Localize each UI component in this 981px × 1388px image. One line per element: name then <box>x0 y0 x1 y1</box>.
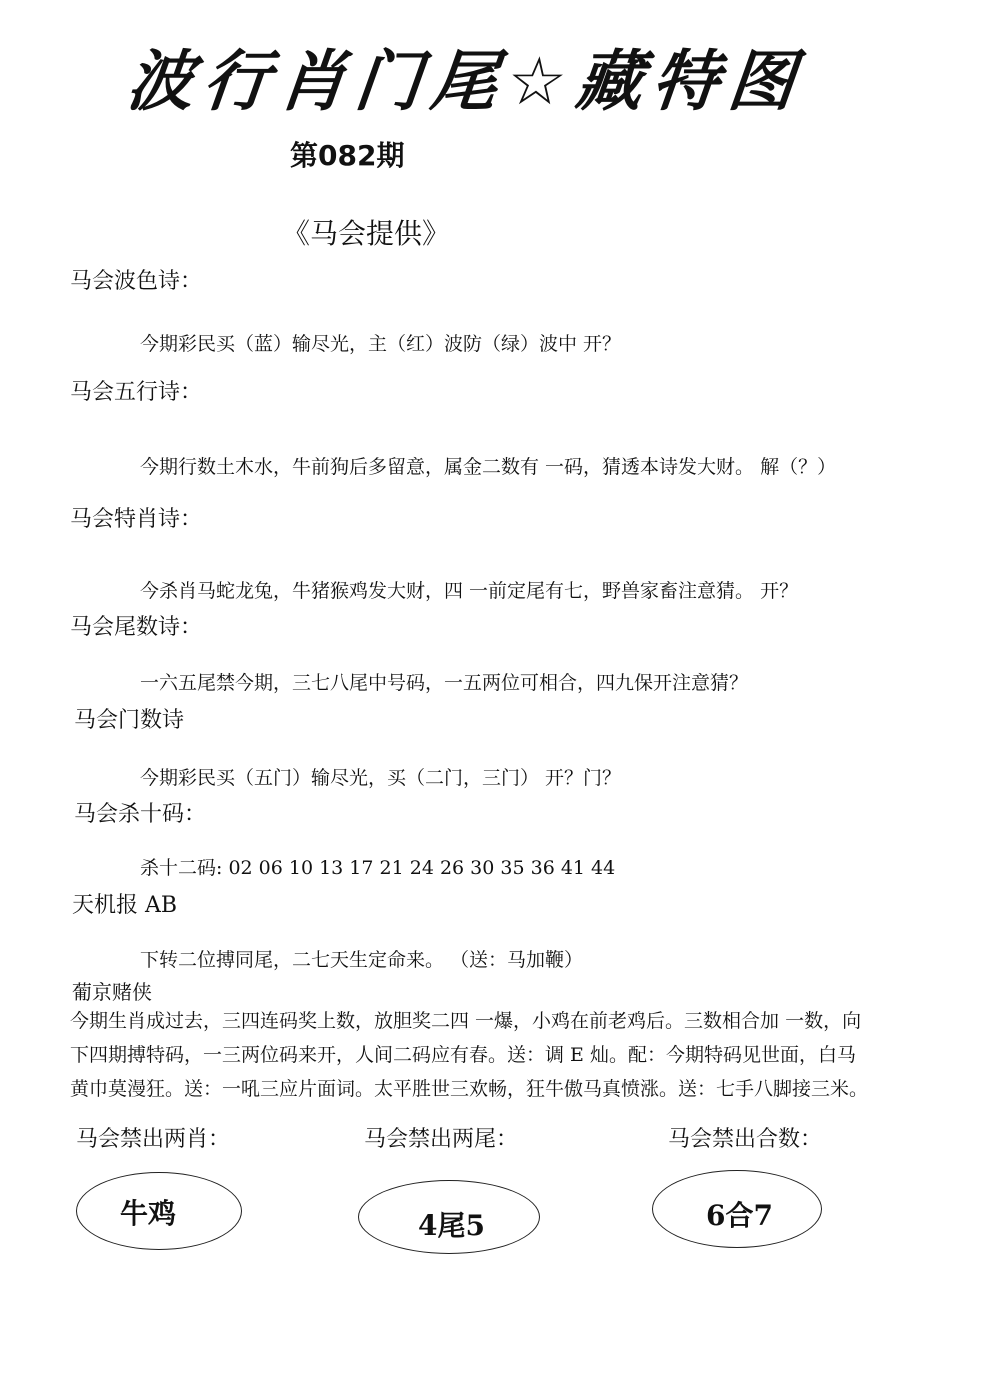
section-heading: 马会特肖诗： <box>70 507 203 532</box>
final-section-paragraph <box>70 1004 910 1106</box>
section-text: 一六五尾禁今期，三七八尾中号码，一五两位可相合，四九保开注意猜？ <box>140 672 749 694</box>
ban-value: 6合7 <box>706 1199 773 1232</box>
final-section-heading: 葡京赌侠 <box>72 980 152 1004</box>
section-text: 今期彩民买（五门）输尽光，买（二门，三门） 开？门？ <box>140 767 622 789</box>
paragraph-line: 黄巾莫漫狂。送：一吼三应片面词。太平胜世三欢畅，狂牛傲马真愤涨。送：七手八脚接三米。 <box>70 1078 869 1100</box>
ban-label: 马会禁出合数： <box>668 1127 823 1152</box>
section-heading: 马会杀十码： <box>74 802 207 827</box>
ban-value: 4尾5 <box>418 1209 485 1242</box>
section-heading: 马会门数诗 <box>74 708 185 733</box>
ban-label: 马会禁出两肖： <box>76 1127 231 1152</box>
section-text: 杀十二码: 02 06 10 13 17 21 24 26 30 35 36 41 44 <box>140 857 616 879</box>
paragraph-line: 今期生肖成过去，三四连码奖上数，放胆奖二四 一爆，小鸡在前老鸡后。三数相合加 一数，向 <box>70 1010 862 1032</box>
section-text: 今杀肖马蛇龙兔，牛猪猴鸡发大财，四 一前定尾有七，野兽家畜注意猜。 开？ <box>140 580 799 602</box>
page-title: 波行肖门尾☆藏特图 <box>123 43 809 120</box>
section-heading: 马会波色诗： <box>70 269 203 294</box>
ban-label: 马会禁出两尾： <box>364 1127 519 1152</box>
section-heading: 天机报 AB <box>72 893 178 918</box>
provider-label: 《马会提供》 <box>282 217 451 250</box>
paragraph-line: 下四期搏特码，一三两位码来开，人间二码应有春。送：调 E 灿。配：今期特码见世面，白马 <box>70 1044 856 1066</box>
section-text: 今期彩民买（蓝）输尽光，主（红）波防（绿）波中 开？ <box>140 333 622 355</box>
section-text: 下转二位搏同尾，二七天生定命来。 （送：马加鞭） <box>140 949 584 971</box>
issue-number: 第082期 <box>290 139 405 172</box>
section-text: 今期行数土木水，牛前狗后多留意，属金二数有 一码，猜透本诗发大财。 解（？） <box>140 456 837 478</box>
ban-value: 牛鸡 <box>120 1197 177 1230</box>
section-heading: 马会五行诗： <box>70 380 203 405</box>
section-heading: 马会尾数诗： <box>70 615 203 640</box>
